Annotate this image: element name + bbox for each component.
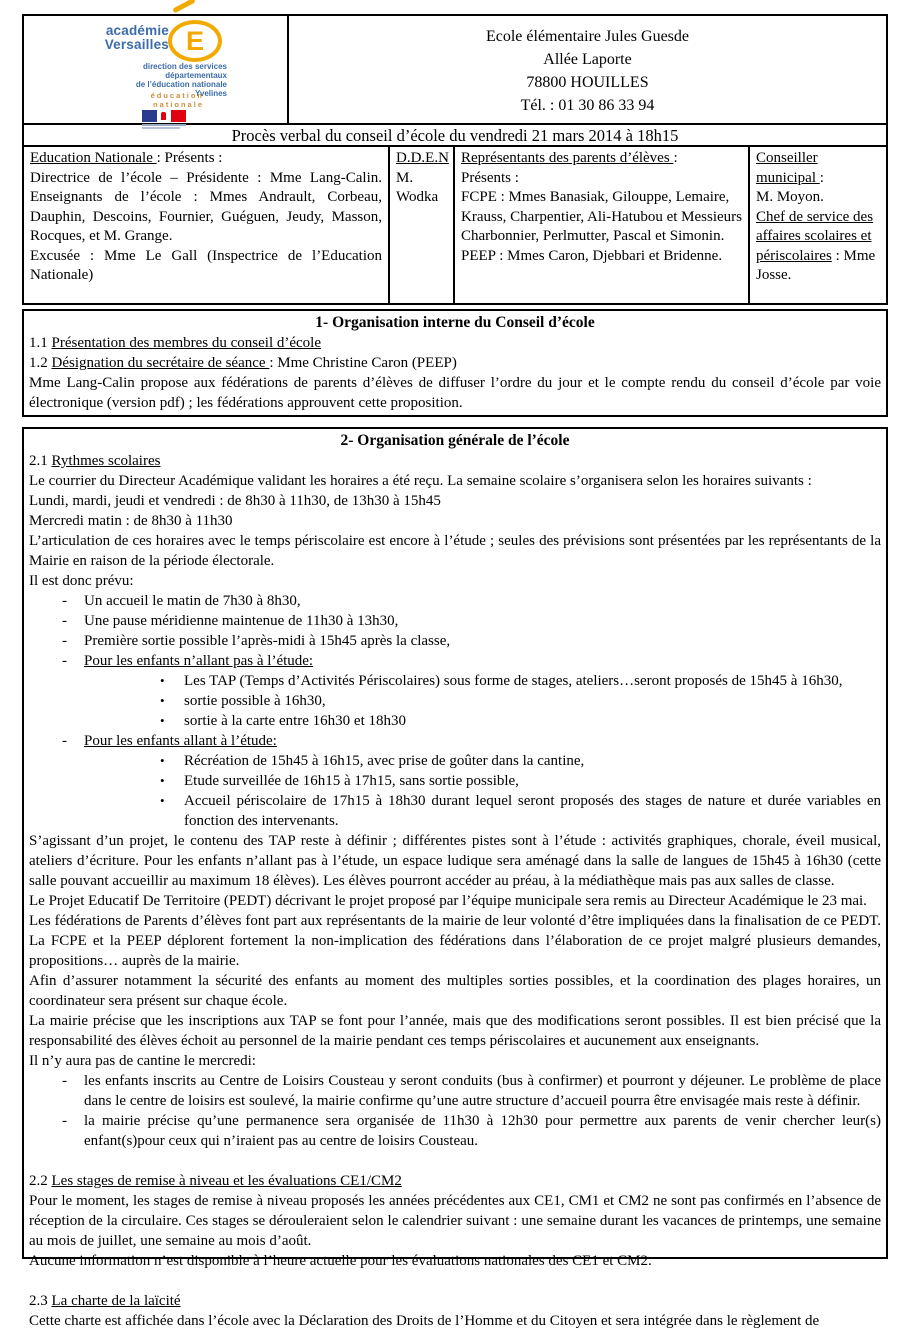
paragraph: [29, 891, 881, 911]
list-item: [29, 731, 881, 751]
list-item: [29, 611, 881, 631]
paragraph: [29, 491, 881, 511]
bullet-marker: -: [62, 593, 67, 609]
logo-brand-line1: académie: [105, 23, 169, 38]
ministry-label: [24, 92, 204, 109]
text-run: Les stages de remise à niveau et les évaluations CE1/CM2: [51, 1173, 402, 1189]
list-item: [29, 771, 881, 791]
paragraph: [756, 149, 880, 188]
paragraph: [29, 431, 881, 451]
text-run: les enfants inscrits au Centre de Loisirs Cousteau y seront conduits (bus à confirmer) et pourront y déjeuner. Le problème de place dans le centre de loisirs est soulevé, la mairie confirme qu’une autre structure d’accueil pourra être envisagée mais reste à définir.: [84, 1073, 881, 1109]
attendance-cell-parents: [455, 147, 750, 303]
paragraph: [30, 247, 382, 286]
logo-brand-line2: Versailles: [104, 37, 169, 52]
text-run: Directrice de l’école – Présidente : Mme Lang-Calin. Enseignants de l’école : Mmes Andrault, Corbeau, Dauphin, Descoins, Fournier, Guéguen, Jeudy, Masson, Rocques, et M. Grange.: [30, 169, 382, 244]
text-run: Les TAP (Temps d’Activités Périscolaires) sous forme de stages, ateliers…seront proposés de 15h45 à 16h30,: [184, 673, 843, 689]
paragraph: [29, 511, 881, 531]
text-run: Lundi, mardi, jeudi et vendredi : de 8h30 à 11h30, de 13h30 à 15h45: [29, 493, 441, 509]
text-run: la mairie précise qu’une permanence sera organisée de 11h30 à 12h30 pour permettre aux parents de venir chercher leur(s) enfant(s)pour ceux qui n’iraient pas au centre de loisirs Cousteau.: [84, 1113, 881, 1149]
text-run: : Mme Christine Caron (PEEP): [269, 355, 457, 371]
paragraph: [396, 149, 447, 169]
text-run: Pour le moment, les stages de remise à niveau proposés les années précédentes aux CE1, CM1 et CM2 ne sont pas confirmés en l’absence de réception de la circulaire. Ces stages se dérouleraient selon le calendrier suivant : une semaine durant les vacances de printemps, une semaine au mois de juillet, une semaine au mois d’août.: [29, 1193, 881, 1249]
school-name: Ecole élémentaire Jules Guesde: [485, 28, 690, 45]
section-1-organisation-interne: [22, 309, 888, 417]
paragraph: [756, 188, 880, 208]
bullet-marker: •: [160, 713, 165, 728]
bullet-marker: •: [160, 793, 165, 808]
attendance-cell-dden: [390, 147, 455, 303]
text-run: Désignation du secrétaire de séance: [51, 355, 270, 371]
school-street: Allée Laporte: [543, 51, 632, 68]
paragraph: [30, 169, 382, 247]
text-run: 1- Organisation interne du Conseil d’école: [315, 314, 595, 331]
school-city: 78800 HOUILLES: [526, 74, 649, 91]
paragraph: [29, 1011, 881, 1051]
bullet-marker: -: [62, 653, 67, 669]
text-run: Présents :: [461, 169, 519, 186]
attendance-table: [22, 147, 888, 305]
text-run: Conseiller municipal: [756, 150, 820, 186]
text-run: 1.1: [29, 335, 52, 351]
text-run: : Présents :: [156, 150, 223, 166]
attendance-cell-education-nationale: [24, 147, 390, 303]
text-run: M. Wodka: [396, 169, 439, 205]
text-run: sortie possible à 16h30,: [184, 693, 326, 709]
bullet-marker: -: [62, 1073, 67, 1089]
paragraph: [29, 1251, 881, 1271]
text-run: 1.2: [29, 355, 52, 371]
text-run: Afin d’assurer notamment la sécurité des enfants au moment des multiples sorties possibles, et la coordination des plages horaires, un coordinateur sera présent sur chaque école.: [29, 973, 881, 1009]
text-run: Mme Lang-Calin propose aux fédérations de parents d’élèves de diffuser l’ordre du jour et le compte rendu du conseil d’école par voie électronique (version pdf) ; les fédérations approuvent cette proposition.: [29, 375, 881, 411]
list-item: [29, 651, 881, 671]
text-run: Mercredi matin : de 8h30 à 11h30: [29, 513, 233, 529]
paragraph: [29, 353, 881, 373]
flag-caption-line: [142, 124, 186, 126]
academy-logo-text: [24, 24, 169, 52]
bullet-marker: -: [62, 733, 67, 749]
document-title: Procès verbal du conseil d’école du vendredi 21 mars 2014 à 18h15: [22, 125, 888, 147]
text-run: La charte de la laïcité: [51, 1293, 181, 1309]
academy-e-glyph: E: [185, 25, 204, 56]
header-row: [22, 14, 888, 125]
school-address-block: [289, 16, 886, 123]
paragraph: [29, 971, 881, 1011]
text-run: sortie à la carte entre 16h30 et 18h30: [184, 713, 406, 729]
text-run: D.D.E.N: [396, 150, 449, 166]
paragraph: [29, 1291, 881, 1311]
bullet-marker: -: [62, 633, 67, 649]
ministry-line: éducation: [150, 91, 204, 100]
paragraph: [461, 149, 742, 169]
paragraph: [30, 149, 382, 169]
paragraph: [29, 451, 881, 471]
text-run: Pour les enfants n’allant pas à l’étude:: [84, 653, 314, 669]
section-2-organisation-generale: [22, 427, 888, 1329]
text-run: Présentation des membres du conseil d’école: [51, 335, 322, 351]
list-item: [29, 791, 881, 831]
text-run: Les fédérations de Parents d’élèves font part aux représentants de la mairie de leur volonté d’être impliquées dans la finalisation de ce PEDT. La FCPE et la PEEP déplorent fortement la non-implication des fédérations dans l’élaboration de ce projet malgré plusieurs demandes, propositions… auprès de la mairie.: [29, 913, 881, 969]
text-run: 2.3: [29, 1293, 52, 1309]
paragraph: [29, 471, 881, 491]
paragraph: [29, 1191, 881, 1251]
attendance-cell-municipal: [750, 147, 886, 303]
ministry-line: nationale: [153, 99, 204, 109]
paragraph: [29, 1171, 881, 1191]
text-run: L’articulation de ces horaires avec le temps périscolaire est encore à l’étude ; seules des prévisions sont présentées par les représentants de la Mairie en raison de la période électorale.: [29, 533, 881, 569]
bullet-marker: •: [160, 693, 165, 708]
text-run: Première sortie possible l’après-midi à 15h45 après la classe,: [84, 633, 451, 649]
french-flag-icon: [142, 110, 186, 122]
list-item: [29, 751, 881, 771]
text-run: :: [673, 150, 678, 166]
paragraph: [461, 247, 742, 267]
text-run: 2- Organisation générale de l’école: [340, 432, 570, 449]
logo-subtitle-line: départementaux: [165, 71, 227, 80]
paragraph: [29, 1051, 881, 1071]
paragraph: [29, 831, 881, 891]
paragraph: [461, 188, 742, 247]
text-run: Représentants des parents d’élèves: [461, 150, 674, 166]
text-run: : Mme Josse.: [756, 247, 876, 283]
logo-accent-icon: [172, 0, 196, 13]
academy-e-icon: [168, 20, 222, 62]
paragraph: [29, 531, 881, 571]
paragraph: [29, 313, 881, 333]
paragraph: [396, 169, 447, 208]
bullet-marker: •: [160, 773, 165, 788]
text-run: Education Nationale: [30, 150, 157, 166]
text-run: 2.2: [29, 1173, 52, 1189]
paragraph: [29, 1271, 881, 1291]
paragraph: [756, 208, 880, 286]
document-body: [22, 14, 888, 1329]
list-item: [29, 1111, 881, 1151]
bullet-marker: •: [160, 673, 165, 688]
text-run: Le Projet Educatif De Territoire (PEDT) décrivant le projet proposé par l’équipe municipale sera remis au Directeur Académique le 23 mai.: [29, 893, 867, 909]
text-run: Il n’y aura pas de cantine le mercredi:: [29, 1053, 256, 1069]
list-item: [29, 671, 881, 691]
paragraph: [29, 1151, 881, 1171]
paragraph: [29, 1311, 881, 1331]
text-run: Pour les enfants allant à l’étude:: [84, 733, 277, 749]
paragraph: [29, 571, 881, 591]
text-run: Aucune information n’est disponible à l’heure actuelle pour les évaluations nationales des CE1 et CM2.: [29, 1253, 652, 1269]
bullet-marker: -: [62, 613, 67, 629]
paragraph: [461, 169, 742, 189]
list-item: [29, 591, 881, 611]
text-run: M. Moyon.: [756, 189, 824, 205]
text-run: Le courrier du Directeur Académique validant les horaires a été reçu. La semaine scolaire s’organisera selon les horaires suivants :: [29, 473, 812, 489]
text-run: Récréation de 15h45 à 16h15, avec prise de goûter dans la cantine,: [184, 753, 585, 769]
bullet-marker: •: [160, 753, 165, 768]
school-phone: Tél. : 01 30 86 33 94: [520, 97, 655, 114]
text-run: S’agissant d’un projet, le contenu des TAP reste à définir ; différentes pistes sont à l’étude : activités graphiques, chorale, éveil musical, ateliers d’écriture. Pour les enfants n’allant pas à l’étude, un espace ludique sera aménagé dans la salle de langues de 15h45 à 16h30 (cette salle pouvant accueillir au maximum 18 élèves). Les élèves pourront accéder au préau, à la médiathèque mais pas aux salles de classe.: [29, 833, 881, 889]
paragraph: [29, 911, 881, 971]
logo-subtitle-line: de l’éducation nationale: [135, 80, 227, 89]
text-run: PEEP : Mmes Caron, Djebbari et Bridenne.: [461, 247, 723, 264]
text-run: Chef de service des affaires scolaires et périscolaires: [756, 208, 874, 264]
academy-logo: [24, 16, 289, 123]
bullet-marker: -: [62, 1113, 67, 1129]
flag-caption-line: [142, 127, 180, 129]
text-run: FCPE : Mmes Banasiak, Gilouppe, Lemaire, Krauss, Charpentier, Ali-Hatubou et Messieurs Charbonnier, Perlmutter, Pascal et Simonin.: [461, 189, 743, 244]
text-run: Accueil périscolaire de 17h15 à 18h30 durant lequel seront proposés des stages de nature et durée variables en fonction des intervenants.: [184, 793, 881, 829]
text-run: Rythmes scolaires: [51, 453, 161, 469]
logo-subtitle-line: Yvelines: [194, 89, 227, 98]
text-run: Cette charte est affichée dans l’école avec la Déclaration des Droits de l’Homme et du Citoyen et sera intégrée dans le règlement de: [29, 1313, 820, 1329]
text-run: La mairie précise que les inscriptions aux TAP se font pour l’année, mais que des modifications seront possibles. Il est bien précisé que la responsabilité des élèves échoit au personnel de la mairie pendant ces temps périscolaires et aucunement aux enseignants.: [29, 1013, 881, 1049]
text-run: :: [819, 169, 824, 186]
text-run: Etude surveillée de 16h15 à 17h15, sans sortie possible,: [184, 773, 519, 789]
text-run: Excusée : Mme Le Gall (Inspectrice de l’Education Nationale): [30, 247, 382, 283]
list-item: [29, 691, 881, 711]
list-item: [29, 1071, 881, 1111]
text-run: 2.1: [29, 453, 52, 469]
logo-subtitle-line: direction des services: [142, 62, 227, 71]
paragraph: [29, 333, 881, 353]
text-run: Un accueil le matin de 7h30 à 8h30,: [84, 593, 301, 609]
paragraph: [29, 373, 881, 413]
list-item: [29, 631, 881, 651]
list-item: [29, 711, 881, 731]
text-run: Il est donc prévu:: [29, 573, 134, 589]
text-run: Une pause méridienne maintenue de 11h30 à 13h30,: [84, 613, 399, 629]
